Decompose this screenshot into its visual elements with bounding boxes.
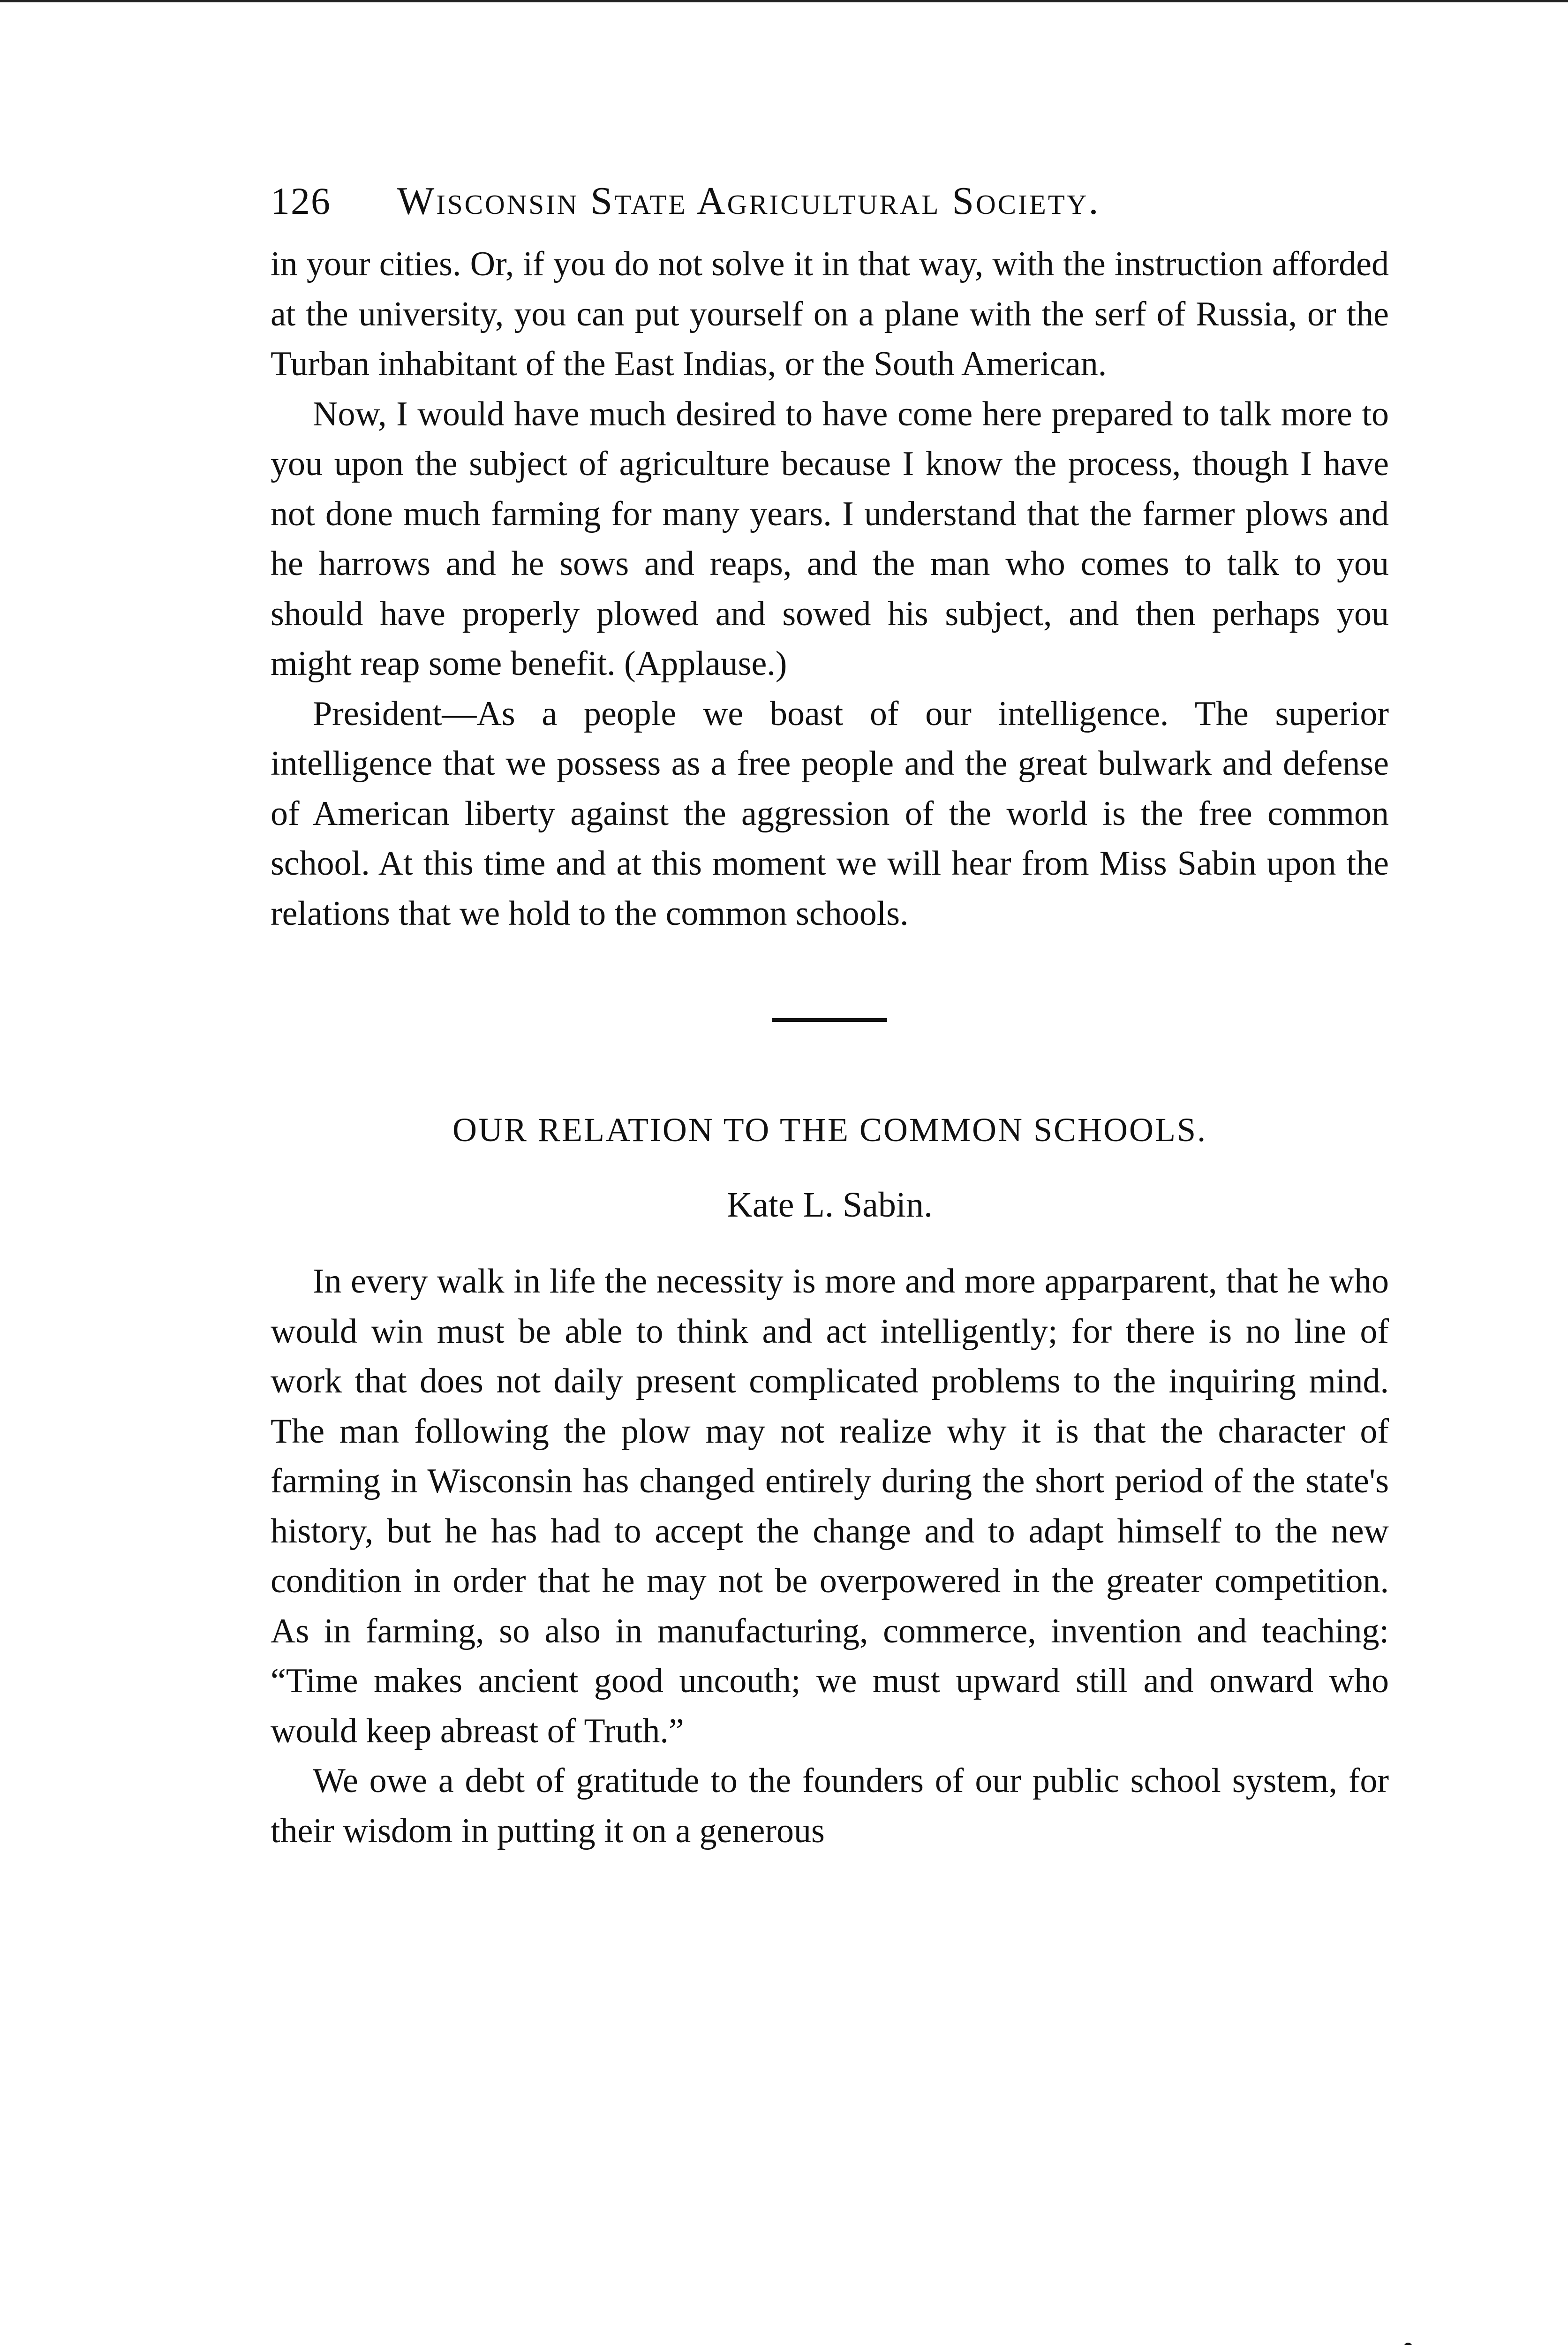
book-page — [271, 178, 1389, 1856]
paragraph-debt-of-gratitude: We owe a debt of gratitude to the founders of our public school system, for their wisdom in putting it on a generous — [271, 1762, 1389, 1850]
ink-speck — [1404, 2343, 1412, 2345]
page-header — [271, 178, 1389, 239]
running-head: Wisconsin State Agricultural Society. — [397, 179, 1101, 223]
paragraph-walk-in-life: In every walk in life the necessity is more and more apparparent, that he who would win must be able to think and act intelligently; for there is no line of work that does not daily present complicated problems to the inquiring mind. The man following the plow may not realize why it is that the character of farming in Wisconsin has changed entirely during the short period of the state's history, but he has had to accept the change and to adapt himself to the new condition in order that he may not be overpowered in the greater competition. As in farming, so also in manufacturing, commerce, invention and teaching: “Time makes ancient good uncouth; we must upward still and onward who would keep abreast of Truth.” — [271, 1262, 1389, 1750]
paragraph-continuation: in your cities. Or, if you do not solve it in that way, with the instruction afforded at the university, you can put yourself on a plane with the serf of Russia, or the Turban inhabitant of the East Indias, or the South American. — [271, 245, 1389, 383]
top-border-line — [0, 0, 1568, 2]
page-number: 126 — [271, 180, 331, 222]
paragraph-president: President—As a people we boast of our intelligence. The superior intelligence that we possess as a free people and the great bulwark and defense of American liberty against the aggression of the world is the free common school. At this time and at this moment we will hear from Miss Sabin upon the relations that we hold to the common schools. — [271, 694, 1389, 933]
section-author: Kate L. Sabin. — [726, 1185, 933, 1225]
section-divider — [772, 1018, 887, 1022]
paragraph-agriculture: Now, I would have much desired to have come here prepared to talk more to you upon the subject of agriculture because I know the process, though I have not done much farming for many years. I understand that the farmer plows and he harrows and he sows and reaps, and the man who comes to talk to you should have properly plowed and sowed his subject, and then perhaps you might reap some benefit. (Applause.) — [271, 394, 1389, 683]
section-title: OUR RELATION TO THE COMMON SCHOOLS. — [452, 1111, 1207, 1149]
